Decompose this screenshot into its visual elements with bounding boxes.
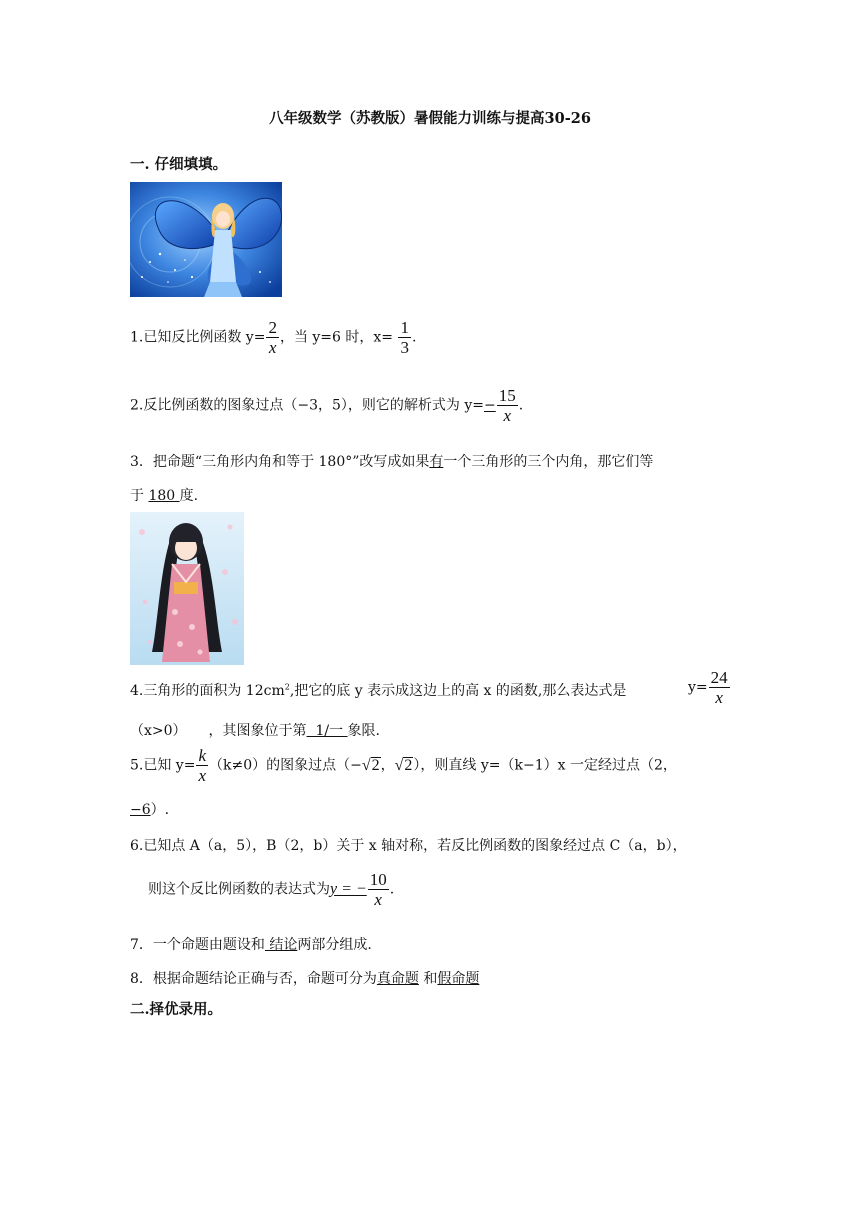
q4-frac-denominator: x [709,687,730,707]
question-6-line-2 [148,870,394,909]
q1-text-a: 1.已知反比例函数 y= [130,329,266,346]
q1-frac2-denominator: 3 [400,338,409,357]
q4-text-c: （x>0） [130,723,187,739]
q4-answer-fraction [709,668,730,707]
q4-text-d: ，其图象位于第 [208,723,307,739]
q1-answer-fraction [398,318,411,357]
q2-text-c: . [518,397,524,414]
q5-text-b: （k≠0）的图象过点（− [209,757,362,774]
q3-answer-you: 有 [429,454,444,470]
q1-frac2-numerator: 1 [400,318,409,337]
q8-text-and: 和 [418,971,438,987]
q5-sqrt-2: √2 [394,756,413,774]
question-1 [130,318,416,357]
q3-text-c: 于 [130,488,149,504]
q5-frac-denominator: x [198,766,206,785]
question-8 [130,968,479,988]
question-7 [130,934,372,954]
q4-y-equals: y= [688,679,708,696]
q5-sqrt2-radicand: 2 [404,756,413,774]
q5-sqrt1-radicand: 2 [371,756,380,774]
kimono-girl-illustration [130,512,244,665]
q6-frac-denominator: x [368,889,389,909]
q4-text-e: 象限. [347,723,380,739]
q5-sqrt-1: √2 [361,756,380,774]
question-4-line-2 [130,720,380,740]
q4-frac-numerator: 24 [710,668,728,687]
section-heading-1: 一. 仔细填填。 [130,156,228,173]
q1-text-b: ，当 y=6 时，x= [279,329,398,346]
q5-text-d: ），则直线 y=（k−1）x 一定经过点（2， [413,757,677,774]
q5-fraction-k-over-x [196,746,208,785]
q5-text-e: ）. [150,802,170,818]
fairy-illustration [130,182,282,297]
q2-frac-denominator: x [497,405,518,425]
q2-answer-fraction [497,386,518,425]
q6-text-c: . [389,881,395,898]
q4-text-b: ,把它的底 y 表示成这边上的高 x 的函数,那么表达式是 [289,683,627,699]
q3-answer-180: 180 [148,488,180,504]
q2-answer-minus: − [484,397,496,414]
q1-frac1-denominator: x [266,337,279,357]
q8-answer-true-proposition: 真命题 [376,971,419,987]
q2-frac-numerator: 15 [498,386,516,405]
q3-text-d: 度. [179,488,199,504]
q5-text-a: 5.已知 y= [130,757,196,774]
q1-fraction-2-over-x [266,318,279,357]
question-5-line-2 [130,799,169,819]
question-5-line-1 [130,746,677,785]
q4-answer-quadrant: 1/一 [306,723,348,739]
q4-text-a: 4.三角形的面积为 12cm [130,683,285,699]
q1-text-c: . [411,329,417,346]
q8-text-a: 8．根据命题结论正确与否，命题可分为 [130,971,377,987]
q8-answer-false-proposition: 假命题 [437,971,480,987]
section-heading-2: 二.择优录用。 [130,1001,223,1018]
q4-answer-expression [688,668,731,707]
question-3-line-1 [130,451,653,471]
q6-text-a: 6.已知点 A（a，5），B（2，b）关于 x 轴对称，若反比例函数的图象经过点 C（a，b）， [130,838,687,854]
q4-superscript: 2 [284,682,290,692]
q5-frac-numerator: k [198,746,206,765]
q7-text-b: 两部分组成. [297,937,372,953]
q6-answer-fraction [368,870,389,909]
document-title: 八年级数学（苏教版）暑假能力训练与提高30-26 [269,110,591,127]
question-3-line-2 [130,485,198,505]
q7-text-a: 7．一个命题由题设和 [130,937,265,953]
question-2 [130,386,523,425]
q6-frac-numerator: 10 [369,870,387,889]
q1-frac1-numerator: 2 [268,318,277,337]
q6-answer-y-minus: y = − [330,880,367,898]
q3-text-b: 一个三角形的三个内角，那它们等 [443,454,654,470]
q6-text-b: 则这个反比例函数的表达式为 [148,881,330,898]
q2-text-a: 2.反比例函数的图象过点（−3，5），则它的解析式为 y= [130,397,484,414]
q5-text-c: ， [380,757,395,774]
q7-answer-conclusion: 结论 [264,937,298,953]
question-4-line-1 [130,680,626,700]
q5-answer-neg6: −6 [130,802,151,818]
q3-text-a: 3．把命题“三角形内角和等于 180°”改写成如果 [130,454,430,470]
question-6-line-1 [130,835,687,855]
